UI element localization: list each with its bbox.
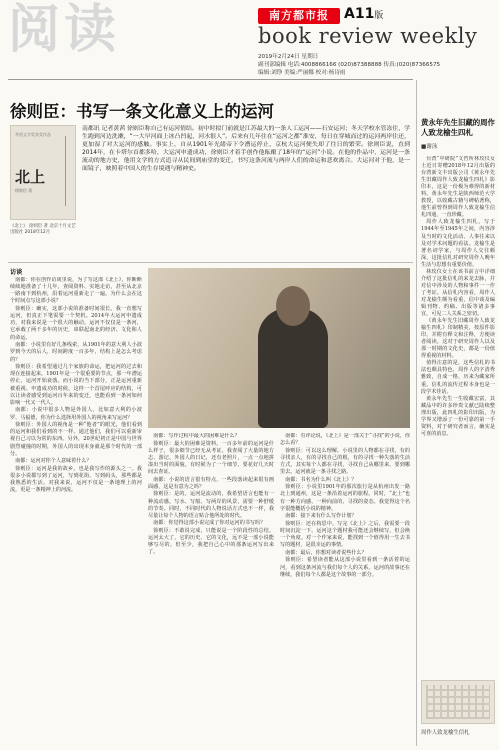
- date-line: 2019年2月24日 星期日: [258, 54, 319, 60]
- letter-image-pattern: [426, 685, 490, 719]
- section-divider: [8, 262, 413, 263]
- paragraph: 南都：你在创作访谈里说，为了写这部《北上》，你断断续续地准备了十几年，查阅资料、实地走访，甚至从北京一路南下到杭州，沿着运河重新走了一遍。为什么会在这个时间点写这部小说？: [10, 277, 142, 305]
- paragraph: 南都：接下来有什么写作计划？: [285, 513, 357, 520]
- sidebar-headline: 黄永年先生旧藏的周作人致龙榆生四札: [421, 118, 495, 137]
- paragraph: 徐则臣：外国人的视角是一种“他者”的眼光，他们看到的运河和我们看到的不一样。通过他们，我们可以重新审视自己习以为常的东西。另外，20世纪初正是中国与世界剧烈碰撞的时期，外国人的出现本身就是那个时代的一部分。: [10, 422, 142, 457]
- paragraph: 《黄永年先生旧藏周作人致龙榆生四札》印制精美，按原件影印，并附有释文和注释，方便读者阅读。这对于研究周作人以及那一时期的文化史，都是一份值得重视的材料。: [421, 318, 495, 360]
- paragraph: 徐则臣：不敢说完成，只能说是一个阶段性的总结。运河太大了，它的历史、它的文化，远不是一部小说能够写尽的。但至少，我把自己心中的那条运河写出来了。: [148, 527, 274, 556]
- paragraph: 徐则臣：希望读者能从这部小说里看到一条活着的运河，看到这条河流与我们每个人的关系。运河的故事还在继续，我们每个人都是这个故事的一部分。: [280, 557, 410, 578]
- paragraph: 徐则臣：我希望通过几个家族的命运，把运河的过去和现在连接起来。1901年是一个很重要的节点，那一年漕运停止，运河开始衰落。而小说的当下部分，正是运河重新被重视、申遗成功的时候。这样一个首尾呼应的结构，可以让读者感受到运河百年来的变迁，也能看到一条河如何影响一代又一代人。: [10, 364, 142, 406]
- paragraph: 南都：写作过程中最大的困难是什么？: [153, 433, 240, 439]
- paragraph: 徐则臣：确实，这部小说的准备时间很长。我一直想写运河，但真正下笔需要一个契机。2014年大运河申遗成功，对我来说是一个很大的触动。运河不仅仅是一条河，它承载了两千多年的历史，串联起南北的经济、文化和人的命运。: [10, 306, 142, 341]
- paragraph: 黄永年先生一生收藏宏富，其藏品中的许多珍贵文献已陆续整理出版，此四札的影印出版，为学界又增添了一份可靠的第一手资料，对于研究者而言，确实是可喜的消息。: [421, 395, 495, 437]
- section-title: 阅读: [8, 0, 121, 60]
- article-headline: 徐则臣：书写一条文化意义上的运河: [10, 102, 274, 121]
- editors-line: 副刊部编辑 电话:4008866166 (020)87388888 传真:(020)87366575: [258, 62, 441, 68]
- photo-figure: [258, 308, 328, 428]
- paragraph: 台湾“中研院”文哲所林玫仪女士近日寄赠2018年12月出版的台湾新文丰出版公司《黄永年先生旧藏周作人致龙榆生四札》影印本，这是一份极为难得的新材料。黄永年先生是陕西师范大学教授，以收藏古籍与碑帖著称，他生前曾得到周作人致龙榆生信札四通，一直珍藏。: [421, 156, 495, 219]
- author-photo: [148, 268, 410, 428]
- paragraph: 徐则臣：还在构思中。写完《北上》之后，我需要一段时间沉淀一下。运河这个题材我可能还会继续写，但会换一个角度。对一个作家来说，能找到一个值得用一生去书写的题材，是很幸运的事情。: [280, 520, 410, 549]
- paragraph: 徐则臣：小说里1901年的那次旅行是从杭州出发一路北上到通州，这是一条沿着运河的旅程。同时，“北上”也有一种方向感，一种向前的、寻找的姿态。我觉得这个名字很能概括小说的精神。: [280, 484, 410, 512]
- paragraph: 南都：书名为什么叫《北上》？: [285, 476, 357, 483]
- masthead-divider: [8, 79, 413, 80]
- paragraph: 徐则臣：可以这么理解。小说里的人物都在寻找，有的寻找亲人，有的寻找自己的根，有的寻找一种失落的生活方式。其实每个人都在寻找，寻找自己从哪里来、要到哪里去。运河就是一条寻找之路。: [280, 447, 410, 476]
- edition-number: [344, 6, 383, 22]
- body-column-2: [148, 433, 274, 747]
- paragraph: 南都：小说的语言很有特点，一些段落读起来很有画面感，这是有意为之吗？: [148, 476, 274, 490]
- book-cover-image: [10, 125, 76, 220]
- sidebar-byline: ■谢泳: [421, 144, 438, 150]
- edition-suffix: 版: [374, 11, 384, 21]
- book-cover-decoration: [65, 136, 71, 206]
- paragraph: 徐则臣：运河是我的故乡，也是我写作的源头之一。我很多小说都写到了运河，写到花街、写到码头，那些都是我熟悉的生活。对我来说，运河不仅是一条地理上的河流，更是一条精神上的河流。: [10, 465, 142, 494]
- book-cover-author: 徐则臣 著: [15, 188, 33, 193]
- staff-line: 编辑:刘铮 美编:严丽娜 校对:杨诗雨: [258, 70, 346, 76]
- edition-page: A11: [344, 6, 375, 22]
- interview-label: 访谈: [10, 269, 23, 276]
- paragraph: 南都：有评论说，《北上》是一部关于“寻找”的小说，你怎么看？: [280, 433, 410, 447]
- body-column-3: [280, 433, 410, 747]
- sidebar-divider: [416, 80, 417, 746]
- letter-image-caption: 周作人致龙榆生信札: [421, 730, 470, 736]
- paragraph: 徐则臣：最大的困难是资料。一百多年前的运河是什么样子，很多细节已经无从考证。我查阅了大量的地方志、游记、外国人的日记，还有老照片，一点一点地拼凑出当时的面貌。有时候为了一个细节，要花好几天时间去查证。: [148, 440, 274, 476]
- paragraph: 徐则臣：是的。运河是流动的，我希望语言也能有一种流动感。写水、写船、写两岸的风景，需要一种舒缓的节奏。同时，不同时代的人物说话方式也不一样，我尽量让每个人物的语言贴合他所处的时代。: [148, 491, 274, 519]
- paragraph: 周作人致龙榆生四札，写于1944年至1945年之间，内容涉及当时的文化活动、人事往来以及对学术问题的看法。龙榆生是著名词学家，与周作人交往颇深，这批信札对研究周作人晚年生活与思想有重要价值。: [421, 219, 495, 268]
- paragraph: 南都：你觉得这部小说完成了你对运河的书写吗？: [153, 520, 266, 527]
- photo-head: [276, 286, 310, 326]
- paragraph: 南都：小说中很多人物是外国人，比如意大利的小波罗、马福德，你为什么选择用外国人的视角来写运河？: [10, 407, 142, 421]
- paragraph: 林玫仪女士在该书前言中详细介绍了这批信札的来龙去脉，并对信中涉及的人物和事件一一作了考证。从信札内容看，周作人对龙榆生颇为看重，信中谈及编辑刊物、约稿、出版等诸多事宜，可见二人关系之密切。: [421, 268, 495, 318]
- body-column-1: [10, 277, 142, 747]
- newspaper-logo: 南方都市报: [258, 8, 340, 24]
- paragraph: 南都：运河对你个人意味着什么？: [15, 458, 92, 465]
- book-cover-caption: 《北上》 徐则臣 著 北京十月文艺出版社 2018年12月: [10, 224, 76, 236]
- article-lede: 南都讯 记者黄茜 徐则臣称自己有运河情结。初中时拟门前就是江苏最大的一条人工运河——石安运河；冬天学校水管冻住，学生跑到河边洗漱，“一大早河面上冰凸凹起，河水很人”。后来有几年住在“运河之都”淮安，每日在穿城而过的运河两岸往还，更加湿了对大运河的感触。事实上，自从1901年光绪帝下令漕运停止，京杭大运河便失却了往日的繁荣。徐则臣说，直到2014年，在卡塔尔首都多哈，大运河申遗成功，徐则臣才着手创作他酝酿了18年的“运河”小说。在他的作品中，运河是一条流动的地方史，他用文学的方式追寻从民间到庙堂的变迁，书写这条河流与两岸人们的命运和悲欢离合。大运河对于他，是一面镜子，映照着中国人的生存境遇与精神史。: [82, 126, 410, 173]
- english-title: book review weekly: [258, 24, 478, 48]
- book-cover-title: 北上: [15, 168, 46, 186]
- book-cover-top-text: 茅盾文学奖获奖作品: [15, 132, 51, 137]
- paragraph: 南都：最后，你想对读者说些什么？: [285, 549, 367, 556]
- paragraph: 南都：小说里有好几条线索，从1901年的意大利人小波罗到今天的后人，时间跨度一百多年，结构上是怎么考虑的？: [10, 342, 142, 363]
- paragraph: 值得注意的是，这些信札的书法也颇具特色，周作人的字清秀雅致，自成一格，历来为藏家所重。信札的流传过程本身也是一段学术佳话。: [421, 360, 495, 395]
- letter-image: [421, 680, 495, 724]
- sidebar-body: [421, 156, 495, 676]
